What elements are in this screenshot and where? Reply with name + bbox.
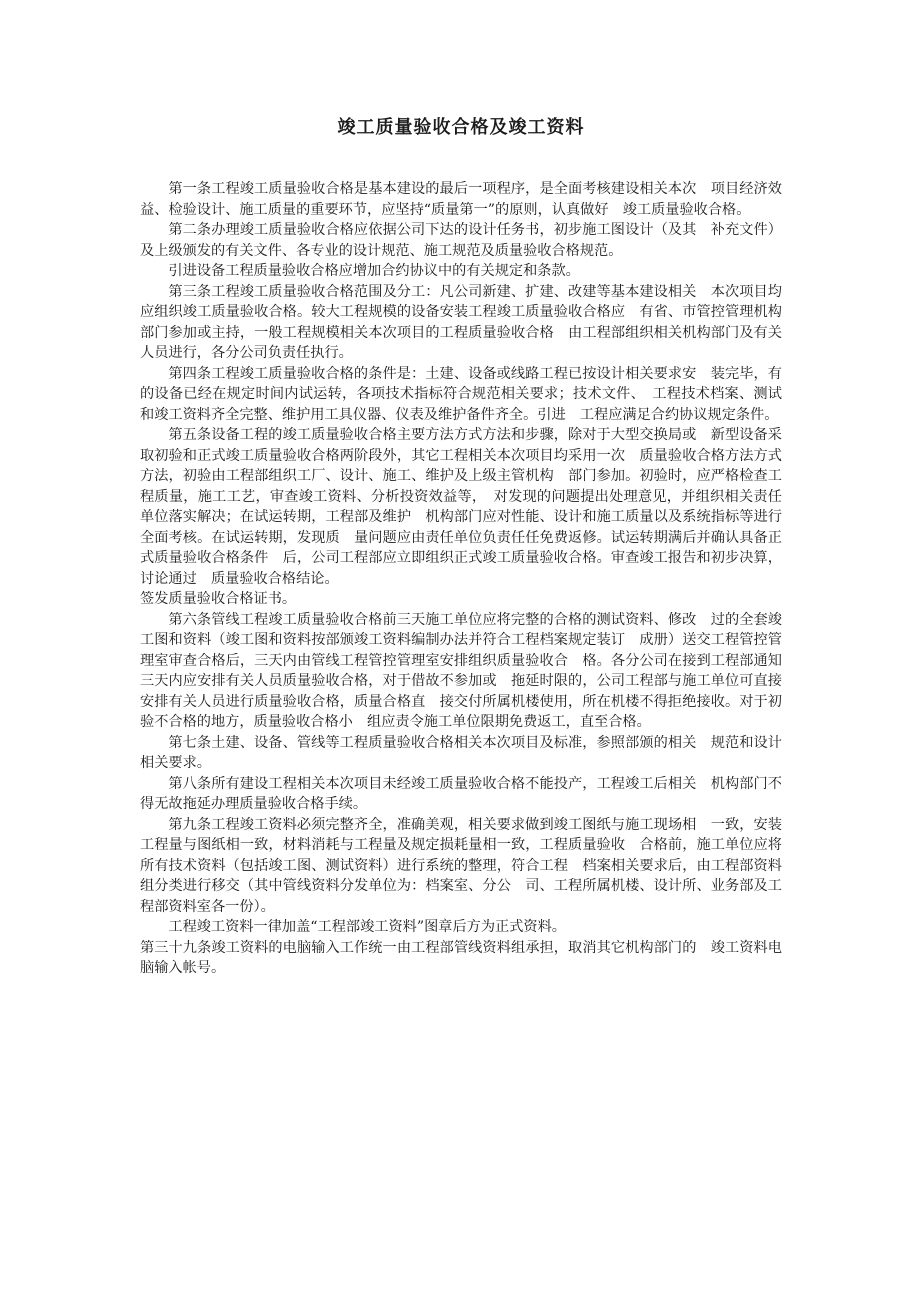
paragraph-article-9: 第九条工程竣工资料必须完整齐全，准确美观，相关要求做到竣工图纸与施工现场相 一致，安装工程量与图纸相一致，材料消耗与工程量及规定损耗量相一致，工程质量验收 合格前，施工单位应将所有技术资料（包括竣工图、测试资料）进行系统的整理，符合工程 档案相关要求后，由工程部资料组分类进行移交（其中管线资料分发单位为：档案室、分公 司、工程所属机楼、设计所、业务部及工程部资料室各一份）。 [140, 816, 782, 915]
paragraph-certificate: 签发质量验收合格证书。 [140, 591, 297, 607]
paragraph-imported-equipment: 引进设备工程质量验收合格应增加合约协议中的有关规定和条款。 [168, 263, 580, 279]
paragraph-article-1: 第一条工程竣工质量验收合格是基本建设的最后一项程序，是全面考核建设相关本次 项目经济效益、检验设计、施工质量的重要环节，应坚持“质量第一”的原则，认真做好 竣工质量验收合格。 [140, 181, 782, 218]
paragraph-article-3: 第三条工程竣工质量验收合格范围及分工：凡公司新建、扩建、改建等基本建设相关 本次项目均应组织竣工质量验收合格。较大工程规模的设备安装工程竣工质量验收合格应 有省、市管控管理机构部门参加或主持，一般工程规模相关本次项目的工程质量验收合格 由工程部组织相关机构部门及有关人员进行，各分公司负责任执行。 [140, 283, 782, 361]
paragraph-article-5: 第五条设备工程的竣工质量验收合格主要方法方式方法和步骤，除对于大型交换局或 新型设备采取初验和正式竣工质量验收合格两阶段外，其它工程相关本次项目均采用一次 质量验收合格方法方式方法，初验由工程部组织工厂、设计、施工、维护及上级主管机构 部门参加。初验时，应严格检查工程质量，施工工艺，审查竣工资料、分析投资效益等， 对发现的问题提出处理意见，并组织相关责任单位落实解决；在试运转期，工程部及维护 机构部门应对性能、设计和施工质量以及系统指标等进行全面考核。在试运转期，发现质 量问题应由责任单位负责任任免费返修。试运转期满后并确认具备正式质量验收合格条件 后，公司工程部应立即组织正式竣工质量验收合格。审查竣工报告和初步决算，讨论通过 质量验收合格结论。 [140, 427, 782, 587]
paragraph-article-39: 第三十九条竣工资料的电脑输入工作统一由工程部管线资料组承担，取消其它机构部门的 竣工资料电脑输入帐号。 [140, 939, 782, 976]
document-body [140, 179, 782, 979]
paragraph-article-4: 第四条工程竣工质量验收合格的条件是：土建、设备或线路工程已按设计相关要求安 装完毕，有的设备已经在规定时间内试运转，各项技术指标符合规范相关要求；技术文件、 工程技术档案、测试和竣工资料齐全完整、维护用工具仪器、仪表及维护备件齐全。引进 工程应满足合约协议规定条件。 [140, 365, 782, 423]
paragraph-article-7: 第七条土建、设备、管线等工程质量验收合格相关本次项目及标准，参照部颁的相关 规范和设计相关要求。 [140, 734, 782, 771]
paragraph-article-2: 第二条办理竣工质量验收合格应依据公司下达的设计任务书，初步施工图设计（及其 补充文件）及上级颁发的有关文件、各专业的设计规范、施工规范及质量验收合格规范。 [140, 222, 782, 259]
document-page [140, 115, 782, 979]
document-title: 竣工质量验收合格及竣工资料 [337, 117, 585, 138]
paragraph-stamp-rule: 工程竣工资料一律加盖“工程部竣工资料”图章后方为正式资料。 [168, 919, 566, 935]
paragraph-article-6: 第六条管线工程竣工质量验收合格前三天施工单位应将完整的合格的测试资料、修改 过的全套竣工图和资料（竣工图和资料按部颁竣工资料编制办法并符合工程档案规定装订 成册）送交工程管控管理室审查合格后，三天内由管线工程管控管理室安排组织质量验收合 格。各分公司在接到工程部通知三天内应安排有关人员质量验收合格，对于借故不参加或 拖延时限的，公司工程部与施工单位可直接安排有关人员进行质量验收合格，质量合格直 接交付所属机楼使用，所在机楼不得拒绝接收。对于初验不合格的地方，质量验收合格小 组应责令施工单位限期免费返工，直至合格。 [140, 611, 782, 730]
paragraph-article-8: 第八条所有建设工程相关本次项目未经竣工质量验收合格不能投产，工程竣工后相关 机构部门不得无故拖延办理质量验收合格手续。 [140, 775, 782, 812]
